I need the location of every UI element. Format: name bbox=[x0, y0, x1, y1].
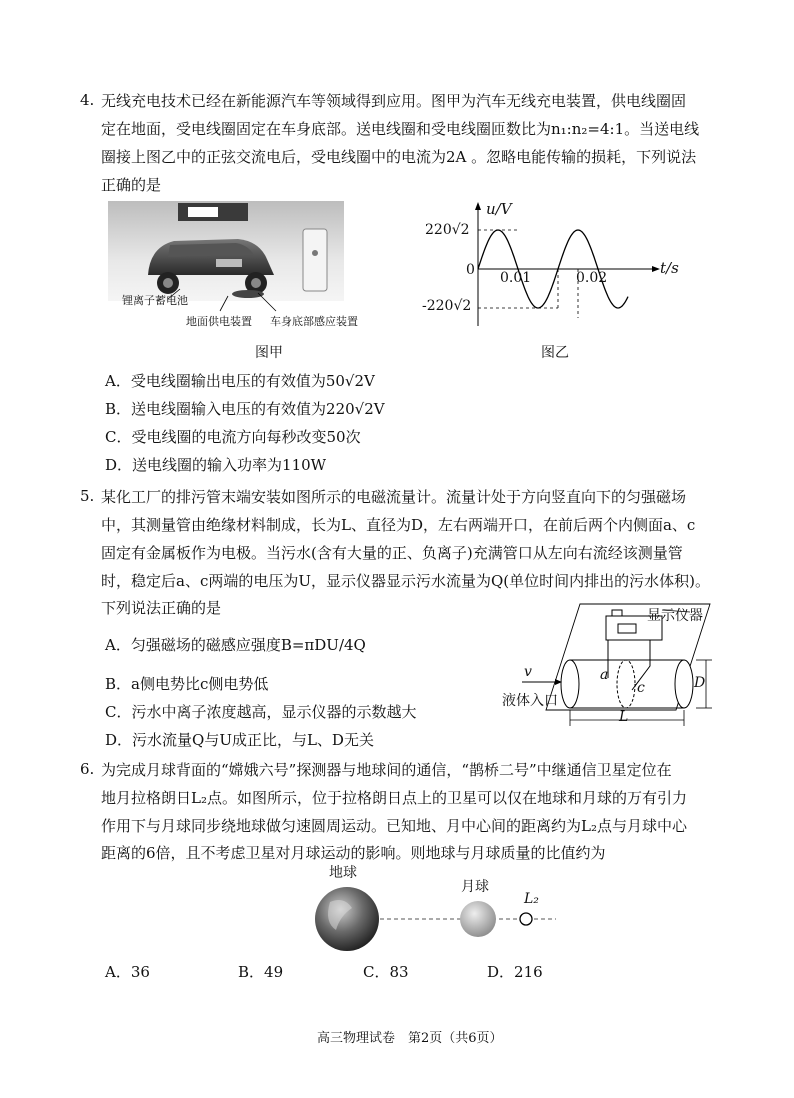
q5-line-5: 下列说法正确的是 bbox=[101, 599, 222, 617]
figure-a-label-battery: 锂离子蓄电池 bbox=[122, 294, 188, 307]
figure-b-origin: 0 bbox=[466, 262, 475, 278]
q4-option-c: C．受电线圈的电流方向每秒改变50次 bbox=[105, 428, 361, 446]
q5-line-1: 某化工厂的排污管末端安装如图所示的电磁流量计。流量计处于方向竖直向下的匀强磁场 bbox=[101, 488, 687, 506]
q6-line-1: 为完成月球背面的“嫦娥六号”探测器与地球间的通信，“鹊桥二号”中继通信卫星定位在 bbox=[101, 761, 672, 779]
figure-b-tick-t2: 0.02 bbox=[576, 270, 608, 286]
flowmeter-label-L: L bbox=[619, 709, 629, 725]
flowmeter-label-v: v bbox=[524, 664, 532, 680]
flowmeter-label-display: 显示仪器 bbox=[647, 608, 703, 624]
figure-b-tick-t1: 0.01 bbox=[500, 270, 532, 286]
figure-b-y-axis-label: u/V bbox=[486, 200, 512, 218]
q4-line-1: 无线充电技术已经在新能源汽车等领域得到应用。图甲为汽车无线充电装置，供电线圈固 bbox=[101, 92, 687, 110]
q4-option-a: A．受电线圈输出电压的有效值为50√2V bbox=[105, 372, 375, 390]
q6-option-a: A．36 bbox=[105, 963, 150, 981]
figure-label-earth: 地球 bbox=[329, 865, 357, 881]
q6-line-4: 距离的6倍，且不考虑卫星对月球运动的影响。则地球与月球质量的比值约为 bbox=[101, 844, 606, 862]
figure-b-y-min: -220√2 bbox=[422, 298, 472, 314]
q4-line-2: 定在地面，受电线圈固定在车身底部。送电线圈和受电线圈匝数比为n₁:n₂=4:1。当送电线 bbox=[101, 120, 700, 138]
flowmeter-label-inlet: 液体入口 bbox=[502, 693, 558, 709]
q5-option-d: D．污水流量Q与U成正比，与L、D无关 bbox=[105, 731, 374, 749]
q5-line-4: 时，稳定后a、c两端的电压为U，显示仪器显示污水流量为Q(单位时间内排出的污水体积)。 bbox=[101, 572, 710, 590]
figure-b-x-axis-label: t/s bbox=[660, 259, 679, 277]
flowmeter-label-c: c bbox=[637, 680, 645, 696]
figure-label-l2: L₂ bbox=[524, 891, 539, 907]
q4-number: 4. bbox=[80, 91, 95, 109]
q6-number: 6. bbox=[80, 760, 95, 778]
q5-option-a: A．匀强磁场的磁感应强度B=πDU/4Q bbox=[105, 636, 366, 654]
figure-b-y-max: 220√2 bbox=[425, 222, 470, 238]
figure-label-moon: 月球 bbox=[461, 879, 489, 895]
q6-option-c: C．83 bbox=[363, 963, 409, 981]
figure-b-caption: 图乙 bbox=[541, 345, 569, 361]
flowmeter-label-D: D bbox=[694, 675, 706, 691]
q4-line-4: 正确的是 bbox=[101, 176, 162, 194]
q6-option-d: D．216 bbox=[487, 963, 543, 981]
flowmeter-label-a: a bbox=[600, 667, 609, 683]
q5-line-3: 固定有金属板作为电极。当污水(含有大量的正、负离子)充满管口从左向右流经该测量管 bbox=[101, 544, 683, 562]
figure-a-label-sensor: 车身底部感应装置 bbox=[270, 315, 358, 328]
page-footer: 高三物理试卷 第2页（共6页） bbox=[317, 1031, 503, 1046]
q4-line-3: 圈接上图乙中的正弦交流电后，受电线圈中的电流为2A 。忽略电能传输的损耗，下列说法 bbox=[101, 148, 697, 166]
q6-line-3: 作用下与月球同步绕地球做匀速圆周运动。已知地、月中心间的距离约为L₂点与月球中心 bbox=[101, 817, 687, 835]
q4-option-b: B．送电线圈输入电压的有效值为220√2V bbox=[105, 400, 385, 418]
figure-a-label-ground: 地面供电装置 bbox=[186, 315, 252, 328]
figure-a-caption: 图甲 bbox=[255, 345, 283, 361]
q5-option-c: C．污水中离子浓度越高，显示仪器的示数越大 bbox=[105, 703, 417, 721]
q6-line-2: 地月拉格朗日L₂点。如图所示，位于拉格朗日点上的卫星可以仅在地球和月球的万有引力 bbox=[101, 789, 687, 807]
q4-option-d: D．送电线圈的输入功率为110W bbox=[105, 456, 327, 474]
figure-a-car-photo bbox=[108, 201, 344, 328]
q5-number: 5. bbox=[80, 487, 95, 505]
q6-option-b: B．49 bbox=[238, 963, 284, 981]
q5-option-b: B．a侧电势比c侧电势低 bbox=[105, 675, 269, 693]
q5-line-2: 中，其测量管由绝缘材料制成，长为L、直径为D，左右两端开口，在前后两个内侧面a、c bbox=[101, 516, 696, 534]
